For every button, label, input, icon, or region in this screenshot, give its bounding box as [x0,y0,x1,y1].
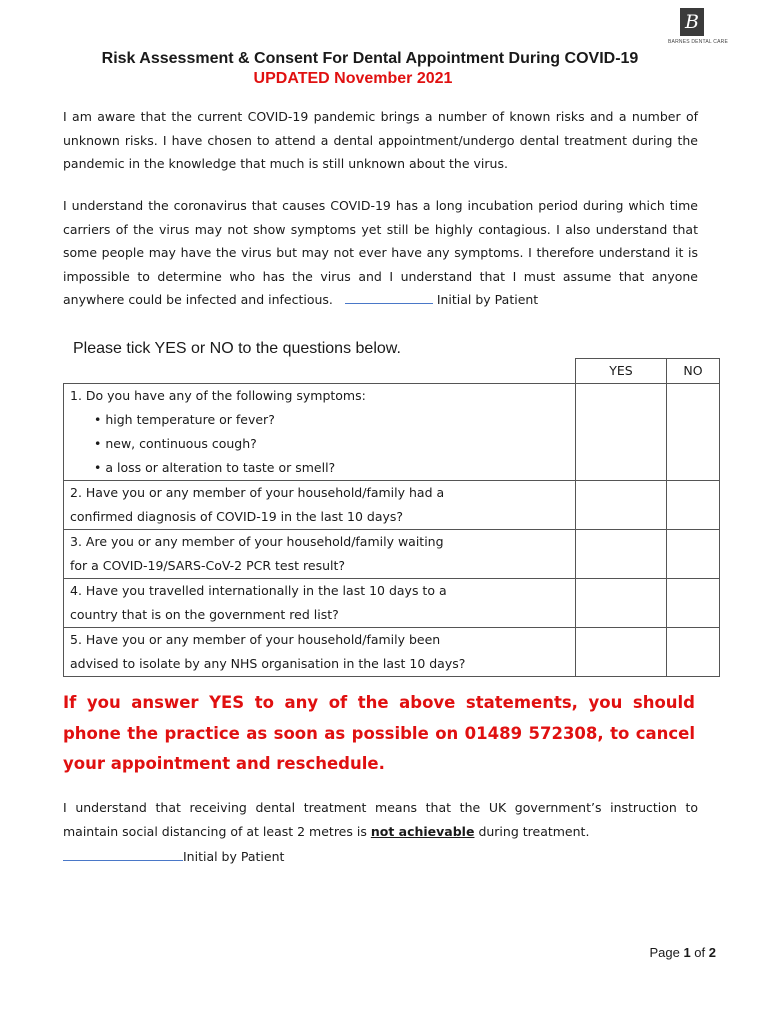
question-2-line-2: confirmed diagnosis of COVID-19 in the last 10 days? [70,509,404,524]
question-4-line-2: country that is on the government red list? [70,607,339,622]
table-row [64,530,720,579]
table-row [64,481,720,530]
page-total: 2 [708,945,716,960]
question-3 [64,530,576,579]
practice-logo [668,8,729,48]
paragraph-incubation [63,194,698,312]
q5-no-checkbox[interactable] [667,628,720,677]
symptom-fever: • high temperature or fever? [94,412,275,427]
yes-column-header: YES [576,359,667,384]
distancing-text: I understand that receiving dental treatment means that the UK government’s instruction to maintain social distancing of at least 2 metres is [63,800,698,839]
question-1-text: 1. Do you have any of the following symptoms: [70,388,366,403]
initial-field-1[interactable] [345,291,433,304]
question-4-line-1: 4. Have you travelled internationally in the last 10 days to a [70,583,447,598]
yes-warning: If you answer YES to any of the above statements, you should phone the practice as soon as possible on 01489 572308, to cancel your appointment and reschedule. [63,693,695,773]
q5-yes-checkbox[interactable] [576,628,667,677]
initial-field-2[interactable] [63,848,183,861]
question-5 [64,628,576,677]
distancing-initial [63,845,463,869]
page-number [600,945,716,960]
question-5-line-2: advised to isolate by any NHS organisation in the last 10 days? [70,656,466,671]
questions-heading: Please tick YES or NO to the questions below. [73,340,401,357]
page-subtitle: UPDATED November 2021 [253,70,453,87]
q2-no-checkbox[interactable] [667,481,720,530]
table-row [64,384,720,481]
question-5-line-1: 5. Have you or any member of your household/family been [70,632,441,647]
header-spacer [64,359,576,384]
page-prefix: Page [649,945,680,960]
logo-mark: B [680,8,704,36]
symptom-cough: • new, continuous cough? [94,436,257,451]
distancing-statement [63,796,698,843]
logo-text: BARNES DENTAL CARE [668,39,729,45]
table-row [64,628,720,677]
paragraph-awareness: I am aware that the current COVID-19 pandemic brings a number of known risks and a number of unknown risks. I have chosen to attend a dental appointment/undergo dental treatment during the pandemic in the knowledge that much is still unknown about the virus. [63,109,698,171]
q1-no-checkbox[interactable] [667,384,720,481]
page-current: 1 [683,945,691,960]
question-4 [64,579,576,628]
distancing-text-end: during treatment. [478,823,590,839]
question-1 [64,384,576,481]
no-column-header: NO [667,359,720,384]
symptom-taste: • a loss or alteration to taste or smell? [94,460,336,475]
questions-table [63,358,720,677]
q1-yes-checkbox[interactable] [576,384,667,481]
initial-label-1: Initial by Patient [436,292,539,307]
q3-yes-checkbox[interactable] [576,530,667,579]
q4-yes-checkbox[interactable] [576,579,667,628]
q3-no-checkbox[interactable] [667,530,720,579]
question-2-line-1: 2. Have you or any member of your household/family had a [70,485,445,500]
table-header-row [64,359,720,384]
page-title: Risk Assessment & Consent For Dental Appointment During COVID-19 [101,50,639,67]
question-2 [64,481,576,530]
not-achievable-emphasis: not achievable [370,823,475,839]
question-3-line-2: for a COVID-19/SARS-CoV-2 PCR test result? [70,558,346,573]
table-row [64,579,720,628]
paragraph-incubation-text: I understand the coronavirus that causes COVID-19 has a long incubation period during which time carriers of the virus may not show symptoms yet still be highly contagious. I also understand that some people may have the virus but may not ever have any symptoms. I therefore understand it is impossible to determine who has the virus and I understand that I must assume that anyone anywhere could be infected and infectious. [63,198,698,307]
q2-yes-checkbox[interactable] [576,481,667,530]
page-of: of [694,945,706,960]
q4-no-checkbox[interactable] [667,579,720,628]
initial-label-2: Initial by Patient [183,849,285,864]
question-3-line-1: 3. Are you or any member of your household/family waiting [70,534,444,549]
